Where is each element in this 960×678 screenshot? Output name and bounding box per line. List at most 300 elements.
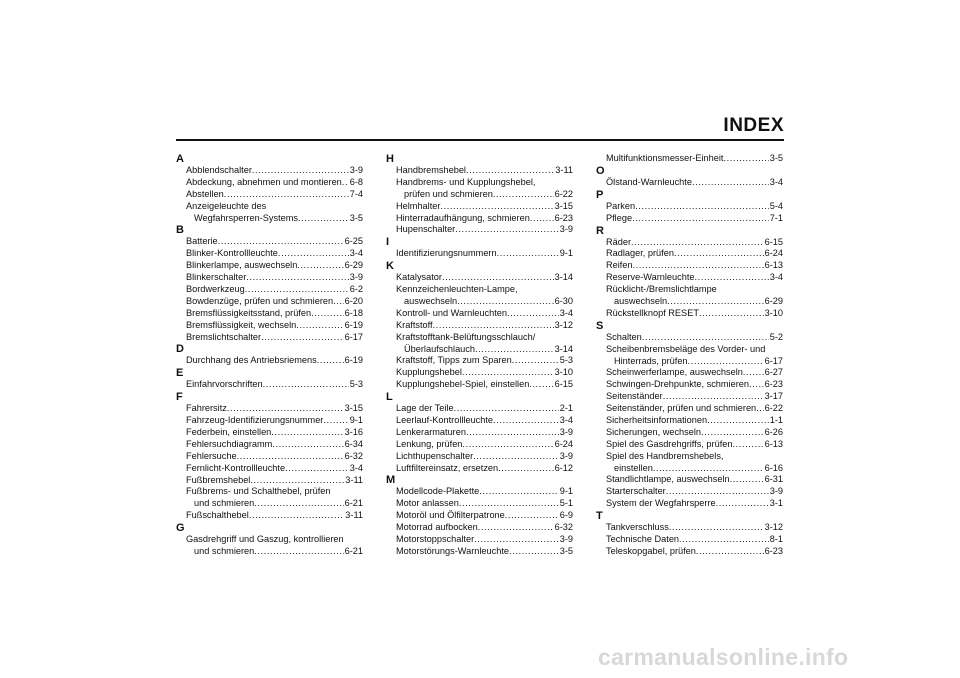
dot-leader (756, 403, 763, 415)
index-entry (596, 284, 783, 308)
index-entry-text: Teleskopgabel, prüfen (606, 545, 696, 556)
index-entry-line (386, 451, 573, 463)
index-entry (176, 308, 363, 320)
page-reference: 1-1 (769, 415, 783, 426)
index-entry-text: Fehlersuche (186, 450, 237, 461)
index-entry-line (386, 332, 573, 344)
page-reference: 6-21 (344, 546, 363, 557)
index-entry-text: Technische Daten (606, 534, 680, 545)
index-entry-text: Motorstörungs-Warnleuchte (396, 545, 510, 556)
index-entry (596, 367, 783, 379)
index-entry-line (176, 379, 363, 391)
index-entry-text: System der Wegfahrsperre (606, 498, 716, 509)
page-reference: 3-4 (559, 307, 573, 318)
index-entry (176, 320, 363, 332)
dot-leader (632, 213, 769, 225)
page-reference: 3-4 (769, 176, 783, 187)
index-entry (386, 498, 573, 510)
dot-leader (323, 415, 348, 427)
index-entry (596, 308, 783, 320)
index-entry (596, 237, 783, 249)
index-entry-text: Bremsflüssigkeitsstand, prüfen (186, 307, 312, 318)
index-entry-text: Sicherheitsinformationen (606, 415, 708, 426)
dot-leader (498, 463, 553, 475)
index-letter-heading: D (176, 343, 184, 356)
page-reference: 3-9 (559, 450, 573, 461)
index-entry (386, 201, 573, 213)
dot-leader (466, 165, 554, 177)
index-entry-text: Motor anlassen (396, 498, 459, 509)
index-entry-text: Fußbremshebel (186, 474, 251, 485)
index-letter-heading: L (386, 391, 393, 404)
index-letter-heading: O (596, 164, 605, 177)
index-entry (596, 415, 783, 427)
index-entry-text: Tankverschluss (606, 522, 669, 533)
index-entry (176, 272, 363, 284)
index-entry-line (176, 177, 363, 189)
index-entry-line (596, 379, 783, 391)
page-reference: 6-25 (344, 236, 363, 247)
index-entry-line (176, 201, 363, 213)
page-reference: 8-1 (769, 534, 783, 545)
index-entry (596, 153, 783, 165)
index-entry-line (386, 248, 573, 260)
page-reference: 3-14 (554, 272, 573, 283)
index-entry-text: Fehlersuchdiagramm (186, 438, 273, 449)
page-reference: 6-24 (764, 248, 783, 259)
index-letter-heading: G (176, 522, 185, 535)
index-entry-line (176, 355, 363, 367)
index-entry-line (386, 415, 573, 427)
dot-leader (475, 344, 554, 356)
page-reference: 6-29 (344, 260, 363, 271)
dot-leader (666, 486, 769, 498)
dot-leader (433, 320, 554, 332)
index-entry-line (386, 201, 573, 213)
page-reference: 6-23 (764, 545, 783, 556)
index-entry-text: Überlaufschlauch (404, 343, 475, 354)
index-entry-line (386, 439, 573, 451)
index-letter-heading: B (176, 224, 184, 237)
index-entry (386, 546, 573, 558)
index-entry-text: Motorstoppschalter (396, 534, 475, 545)
index-entry (386, 534, 573, 546)
index-entry-text: Sicherungen, wechseln (606, 426, 701, 437)
dot-leader (311, 308, 344, 320)
page-reference: 7-1 (769, 212, 783, 223)
index-entry-line (386, 284, 573, 296)
index-entry-line (176, 486, 363, 498)
index-entry-line (386, 308, 573, 320)
index-entry-text: Lenkerarmaturen (396, 426, 466, 437)
index-entry-continuation (596, 296, 783, 308)
index-entry (386, 486, 573, 498)
index-entry-continuation (386, 189, 573, 201)
dot-leader (512, 355, 559, 367)
index-entry-text: Abdeckung, abnehmen und montieren (186, 176, 342, 187)
index-entry (176, 236, 363, 248)
page-reference: 6-21 (344, 498, 363, 509)
index-entry-text: Blinkerlampe, auswechseln (186, 260, 298, 271)
index-entry-line (596, 415, 783, 427)
index-entry-continuation (596, 356, 783, 368)
index-entry (386, 177, 573, 201)
page-reference: 6-15 (764, 236, 783, 247)
index-column-3 (596, 153, 783, 558)
index-entry-text: Rückstellknopf RESET (606, 307, 699, 318)
page-reference: 3-4 (559, 415, 573, 426)
index-entry (596, 379, 783, 391)
page-reference: 3-9 (769, 486, 783, 497)
dot-leader (493, 189, 554, 201)
index-entry (386, 427, 573, 439)
index-entry-line (176, 510, 363, 522)
index-letter-heading: H (386, 153, 394, 165)
dot-leader (249, 510, 344, 522)
index-entry (176, 475, 363, 487)
dot-leader (245, 284, 349, 296)
dot-leader (716, 498, 769, 510)
index-entry (596, 201, 783, 213)
index-entry-line (386, 522, 573, 534)
dot-leader (462, 367, 554, 379)
index-entry-continuation (386, 344, 573, 356)
index-entry (596, 474, 783, 486)
index-entry-text: Hinterrads, prüfen (614, 355, 688, 366)
dot-leader (509, 546, 559, 558)
page-reference: 6-9 (559, 510, 573, 521)
dot-leader (530, 213, 554, 225)
dot-leader (696, 546, 764, 558)
dot-leader (342, 177, 349, 189)
dot-leader (218, 236, 344, 248)
dot-leader (730, 474, 764, 486)
title-rule (176, 139, 784, 141)
index-entry (176, 332, 363, 344)
index-entry-text: Batterie (186, 236, 218, 247)
index-letter-heading: I (386, 236, 390, 249)
index-entry-text: Standlichtlampe, auswechseln (606, 474, 730, 485)
index-entry-text: Fußschalthebel (186, 510, 249, 521)
index-letter-heading: P (596, 188, 604, 201)
index-entry (386, 379, 573, 391)
index-entry (176, 415, 363, 427)
page-reference: 6-13 (764, 438, 783, 449)
index-entry (386, 165, 573, 177)
page-reference: 6-23 (764, 379, 783, 390)
index-entry-line (176, 534, 363, 546)
index-letter-heading: A (176, 153, 184, 165)
index-entry-line (176, 415, 363, 427)
index-entry-line (596, 272, 783, 284)
dot-leader (669, 522, 764, 534)
page-reference: 3-1 (769, 498, 783, 509)
page-reference: 6-32 (554, 522, 573, 533)
page-reference: 6-13 (764, 260, 783, 271)
index-entry-line (386, 165, 573, 177)
dot-leader (633, 260, 764, 272)
index-entry-line (596, 213, 783, 225)
index-entry-line (386, 510, 573, 522)
dot-leader (442, 272, 554, 284)
page-reference: 5-2 (769, 331, 783, 342)
index-entry (176, 379, 363, 391)
index-entry-text: Starterschalter (606, 486, 666, 497)
index-entry-continuation (596, 463, 783, 475)
page-reference: 6-34 (344, 438, 363, 449)
page-reference: 3-9 (349, 165, 363, 175)
page-reference: 6-2 (349, 284, 363, 295)
page-reference: 3-12 (554, 319, 573, 330)
page-reference: 6-27 (764, 367, 783, 378)
index-entry (386, 415, 573, 427)
dot-leader (497, 248, 559, 260)
index-entry (596, 332, 783, 344)
index-entry-text: Schwingen-Drehpunkte, schmieren (606, 379, 749, 390)
index-entry (596, 177, 783, 189)
dot-leader (224, 189, 349, 201)
index-entry-continuation (176, 546, 363, 558)
index-entry-text: Spiel des Gasdrehgriffs, prüfen (606, 438, 733, 449)
index-entry-line (596, 427, 783, 439)
dot-leader (455, 224, 558, 236)
watermark-text[interactable]: carmanualsonline.info (598, 644, 849, 670)
index-entry (386, 463, 573, 475)
dot-leader (440, 201, 553, 213)
index-entry-line (386, 486, 573, 498)
index-letter-heading: K (386, 260, 394, 273)
index-entry (596, 403, 783, 415)
page-reference: 3-11 (555, 165, 573, 175)
index-letter-heading: M (386, 474, 396, 487)
dot-leader (723, 153, 768, 165)
index-entry (596, 248, 783, 260)
page-reference: 3-9 (559, 426, 573, 437)
index-entry (596, 534, 783, 546)
dot-leader (271, 427, 343, 439)
dot-leader (298, 213, 349, 225)
index-entry (596, 451, 783, 475)
index-entry (596, 272, 783, 284)
index-entry-text: Kraftstoff (396, 319, 433, 330)
index-entry (176, 260, 363, 272)
index-entry-line (596, 153, 783, 165)
page-reference: 6-17 (344, 331, 363, 342)
page-reference: 6-31 (764, 474, 783, 485)
page-title: INDEX (723, 115, 784, 136)
dot-leader (462, 439, 553, 451)
index-entry-text: Seitenständer, prüfen und schmieren (606, 403, 757, 414)
index-column-2 (386, 153, 573, 558)
dot-leader (635, 201, 769, 213)
index-entry-text: Fernlicht-Kontrollleuchte (186, 462, 286, 473)
page-reference: 5-1 (559, 498, 573, 509)
page-reference: 6-30 (554, 296, 573, 307)
dot-leader (459, 498, 559, 510)
dot-leader (692, 177, 769, 189)
index-entry-continuation (176, 213, 363, 225)
index-entry-line (596, 260, 783, 272)
dot-leader (663, 391, 764, 403)
dot-leader (707, 415, 769, 427)
page-reference: 6-18 (344, 307, 363, 318)
index-entry-line (176, 236, 363, 248)
dot-leader (642, 332, 769, 344)
index-entry-text: Kraftstofftank-Belüftungsschlauch/ (396, 331, 536, 342)
dot-leader (254, 498, 343, 510)
index-entry-line (596, 403, 783, 415)
dot-leader (246, 272, 348, 284)
index-entry-text: Leerlauf-Kontrollleuchte (396, 415, 494, 426)
dot-leader (743, 367, 764, 379)
page-reference: 5-3 (349, 379, 363, 390)
page-reference: 6-24 (554, 438, 573, 449)
index-entry-line (596, 177, 783, 189)
index-entry-text: Identifizierungsnummern (396, 248, 497, 259)
dot-leader (505, 510, 559, 522)
index-entry-line (596, 344, 783, 356)
page-reference: 3-17 (764, 391, 783, 402)
page-reference: 6-23 (554, 212, 573, 223)
dot-leader (263, 379, 349, 391)
index-entry (386, 451, 573, 463)
page-reference: 3-5 (769, 153, 783, 163)
index-entry-text: und schmieren (194, 498, 255, 509)
dot-leader (474, 534, 559, 546)
index-entry-line (596, 367, 783, 379)
index-entry-line (386, 213, 573, 225)
index-entry-text: Fahrzeug-Identifizierungsnummer (186, 415, 324, 426)
index-entry-line (176, 189, 363, 201)
index-entry-text: Schalten (606, 331, 642, 342)
index-entry-line (596, 248, 783, 260)
index-entry-text: Kennzeichenleuchten-Lampe, (396, 284, 518, 295)
page-reference: 9-1 (559, 248, 573, 259)
index-entry-line (386, 546, 573, 558)
index-entry-text: Parken (606, 200, 636, 211)
page-reference: 9-1 (349, 415, 363, 426)
index-entry (176, 165, 363, 177)
index-entry (386, 272, 573, 284)
page-reference: 3-11 (345, 510, 363, 521)
page-reference: 3-15 (344, 403, 363, 414)
index-entry-text: auswechseln (614, 296, 668, 307)
index-entry-text: Lenkung, prüfen (396, 438, 463, 449)
index-entry-text: Reserve-Warnleuchte (606, 272, 695, 283)
page-reference: 3-5 (349, 212, 363, 223)
index-entry-text: Kupplungshebel-Spiel, einstellen (396, 379, 530, 390)
index-entry (176, 403, 363, 415)
page-reference: 2-1 (559, 403, 573, 414)
index-entry (176, 189, 363, 201)
page-reference: 9-1 (559, 486, 573, 497)
index-entry-line (596, 284, 783, 296)
page-reference: 6-22 (764, 403, 783, 414)
index-entry (386, 284, 573, 308)
index-entry-text: Hinterradaufhängung, schmieren (396, 212, 530, 223)
index-entry (176, 201, 363, 225)
page-reference: 6-20 (344, 295, 363, 306)
dot-leader (479, 486, 558, 498)
dot-leader (252, 165, 349, 177)
index-entry-text: Bowdenzüge, prüfen und schmieren (186, 295, 334, 306)
index-entry-line (386, 272, 573, 284)
index-letter-heading: S (596, 319, 604, 332)
page-reference: 6-16 (764, 462, 783, 473)
index-entry-line (596, 486, 783, 498)
page-reference: 7-4 (349, 188, 363, 199)
index-entry-line (176, 439, 363, 451)
index-entry-text: Blinkerschalter (186, 272, 247, 283)
dot-leader (285, 463, 349, 475)
dot-leader (261, 332, 344, 344)
dot-leader (507, 308, 559, 320)
dot-leader (699, 308, 764, 320)
index-entry-line (386, 379, 573, 391)
index-entry-text: Lage der Teile (396, 403, 454, 414)
index-entry (176, 451, 363, 463)
page-reference: 6-29 (764, 296, 783, 307)
index-entry (176, 486, 363, 510)
index-entry-text: Abstellen (186, 188, 224, 199)
page-reference: 5-4 (769, 200, 783, 211)
dot-leader (237, 451, 344, 463)
page-reference: 3-9 (559, 224, 573, 235)
index-entry (596, 344, 783, 368)
index-entry-line (176, 320, 363, 332)
index-entry-line (176, 260, 363, 272)
index-entry (596, 260, 783, 272)
index-entry-line (596, 201, 783, 213)
dot-leader (653, 463, 764, 475)
index-entry-text: Pflege (606, 212, 633, 223)
index-entry-text: Kupplungshebel (396, 367, 462, 378)
index-entry-text: Durchhang des Antriebsriemens (186, 355, 317, 366)
page-reference: 3-10 (764, 307, 783, 318)
dot-leader (457, 296, 553, 308)
index-entry (386, 224, 573, 236)
index-entry (596, 213, 783, 225)
index-entry-line (176, 272, 363, 284)
dot-leader (695, 272, 769, 284)
index-entry-text: Helmhalter (396, 200, 441, 211)
dot-leader (493, 415, 559, 427)
index-entry (176, 296, 363, 308)
index-entry-text: Seitenständer (606, 391, 663, 402)
dot-leader (272, 439, 343, 451)
index-entry-text: Bremsflüssigkeit, wechseln (186, 319, 297, 330)
index-entry-text: Räder (606, 236, 632, 247)
page-reference: 5-3 (559, 355, 573, 366)
index-entry-text: Handbremshebel (396, 165, 466, 175)
index-entry-text: Scheibenbremsbeläge des Vorder- und (606, 343, 766, 354)
page-reference: 6-12 (554, 462, 573, 473)
index-entry-text: Rücklicht-/Bremslichtlampe (606, 284, 717, 295)
dot-leader (679, 534, 769, 546)
dot-leader (250, 475, 344, 487)
index-entry-text: Spiel des Handbremshebels, (606, 450, 724, 461)
index-entry-text: auswechseln (404, 296, 458, 307)
dot-leader (466, 427, 559, 439)
page-reference: 3-15 (554, 200, 573, 211)
index-entry-line (596, 498, 783, 510)
page-reference: 6-15 (554, 379, 573, 390)
index-letter-heading: E (176, 367, 184, 380)
index-entry-text: Kraftstoff, Tipps zum Sparen (396, 355, 512, 366)
index-entry-text: Kontroll- und Warnleuchten (396, 307, 507, 318)
index-entry (176, 439, 363, 451)
index-entry-line (596, 546, 783, 558)
